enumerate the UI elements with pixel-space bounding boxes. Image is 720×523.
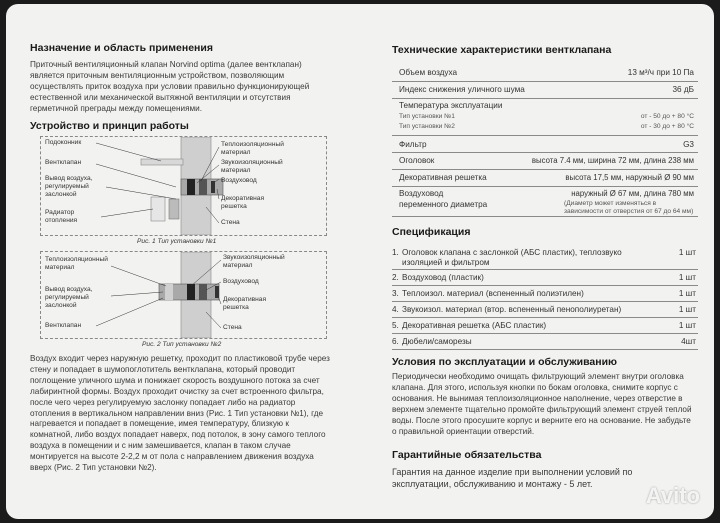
fig2-label-grille: Декоративная решетка bbox=[223, 296, 267, 311]
fig1-label-valve: Вентклапан bbox=[45, 159, 82, 166]
section-title-warranty: Гарантийные обязательства bbox=[392, 449, 542, 461]
tech-row: Фильтр G3 bbox=[392, 137, 698, 153]
tech-row: Декоративная решетка высота 17,5 мм, наружный Ø 90 мм bbox=[392, 171, 698, 187]
fig1-label-outlet: Вывод воздуха, регулируемый заслонкой bbox=[45, 175, 93, 198]
fig1-caption: Рис. 1 Тип установки №1 bbox=[137, 238, 217, 245]
watermark-logo: Avito bbox=[645, 483, 700, 508]
tech-row: Оголовок высота 7.4 мм, ширина 72 мм, длина 238 мм bbox=[392, 154, 698, 170]
fig2-caption: Рис. 2 Тип установки №2 bbox=[142, 341, 222, 348]
fig1-label-radiator: Радиатор отопления bbox=[45, 209, 78, 224]
fig2-label-valve: Вентклапан bbox=[45, 322, 82, 329]
figure-2-diagram bbox=[40, 251, 327, 339]
section-title-purpose: Назначение и область применения bbox=[30, 42, 213, 54]
list-item: 2. Воздуховод (пластик) 1 шт bbox=[392, 271, 698, 286]
tech-row: Температура эксплуатации Тип установки №1 от - 50 до + 80 °С Тип установки №2 от - 30 до + 80 °С bbox=[392, 100, 698, 136]
list-item: 4. Звукоизол. материал (втор. вспененный пенополиуретан) 1 шт bbox=[392, 303, 698, 318]
fig1-label-duct: Воздуховод bbox=[221, 177, 257, 184]
usage-text: Периодически необходимо очищать фильтрующий элемент внутри оголовка клапана. Для этого, используя кнопки по бокам оголовка, снимите корпус с основания. Не вынимая теплоизоляционное наполнение, через отверстие в верхнем элементе тщательно промойте фильтрующий элемент струей теплой воды. После этого просушите корпус и верните его на основание. Не забудьте о правильной ориентации отверстий. bbox=[392, 372, 692, 436]
figure-1-diagram bbox=[40, 136, 327, 236]
section-title-specs: Технические характеристики вентклапана bbox=[392, 44, 612, 56]
list-item: 1. Оголовок клапана с заслонкой (АБС пластик), теплозвуко изоляцией и фильтром 1 шт bbox=[392, 246, 698, 270]
tech-row: Воздуховод переменного диаметра наружный Ø 67 мм, длина 780 мм (Диаметр может изменяться в зависимости от отверстия от 67 до 64 мм) bbox=[392, 188, 698, 217]
fig2-label-duct: Воздуховод bbox=[223, 278, 259, 285]
fig2-label-acoustic: Звукоизоляционный материал bbox=[223, 254, 285, 269]
section-title-usage: Условия по эксплуатации и обслуживанию bbox=[392, 356, 618, 368]
fig1-label-sill: Подоконник bbox=[45, 139, 82, 146]
warranty-text: Гарантия на данное изделие при выполнении условий по эксплуатации, обслуживанию и монтажу - 5 лет. bbox=[392, 467, 633, 489]
tech-row: Объем воздуха 13 м³/ч при 10 Па bbox=[392, 66, 698, 82]
fig1-label-wall: Стена bbox=[221, 219, 240, 226]
list-item: 3. Теплоизол. материал (вспененный полиэтилен) 1 шт bbox=[392, 287, 698, 302]
tech-row: Индекс снижения уличного шума 36 дБ bbox=[392, 83, 698, 99]
fig2-label-wall: Стена bbox=[223, 324, 242, 331]
list-item: 5. Декоративная решетка (АБС пластик) 1 шт bbox=[392, 319, 698, 334]
fig1-label-acoustic: Звукоизоляционный материал bbox=[221, 159, 283, 174]
section-title-specification: Спецификация bbox=[392, 226, 471, 238]
fig2-label-outlet: Вывод воздуха, регулируемый заслонкой bbox=[45, 286, 93, 309]
document-page bbox=[6, 4, 714, 519]
operation-text: Воздух входит через наружную решетку, проходит по пластиковой трубе через стену и попадает в шумопоглотитель вентклапана, который проводит поглощение уличного шума и понижает скорость воздушного потока за счет лабиринтной формы. Воздух проходит очистку за счет встроенного фильтра, после чего через регулируемую заслонку попадает либо на радиатор отопления в вертикальном направлении вниз (Рис. 1 Тип установки №1), где нагревается и попадает в помещение, имея температуру, близкую к комнатной, либо воздух попадает наверх, под потолок, в зону самого теплого воздуха в помещении и с ним замешивается, клапан в таком случае монтируется на высоте 2-2,2 м от пола с направлением движения воздуха вверх (Рис. 2 Тип установки №2). bbox=[30, 354, 330, 473]
purpose-text: Приточный вентиляционный клапан Norvind optima (далее вентклапан) является приточным вентиляционным устройством, позволяющим осуществлять приток воздуха при условии правильно функционирующей естественной или механической вытяжной вентиляции и отсутствия герметичной преграды между помещениями. bbox=[30, 60, 310, 113]
fig2-label-thermal: Теплоизоляционный материал bbox=[45, 256, 108, 271]
fig1-label-grille: Декоративная решетка bbox=[221, 195, 265, 210]
fig1-label-thermal: Теплоизоляционный материал bbox=[221, 141, 284, 156]
list-item: 6. Дюбели/саморезы 4шт bbox=[392, 335, 698, 350]
section-title-design: Устройство и принцип работы bbox=[30, 120, 189, 132]
